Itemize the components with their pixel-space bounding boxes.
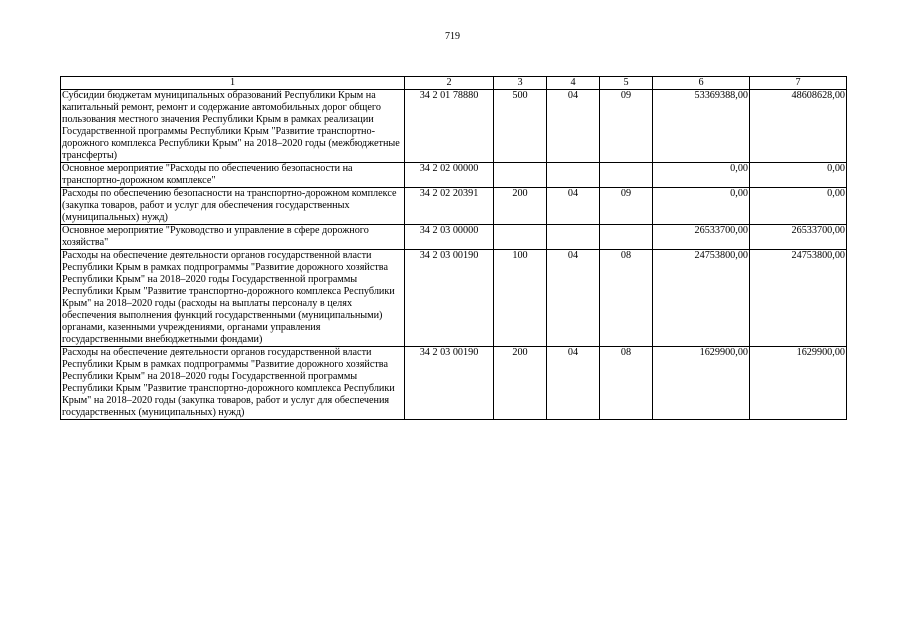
row-name: Субсидии бюджетам муниципальных образований Республики Крым на капитальный ремонт, ремонт и содержание автомобильных дорог общего пользования местного значения Республики Крым в рамках реализации Государственной программы Республики Крым "Развитие транспортно-дорожного комплекса Республики Крым" на 2018–2020 годы (межбюджетные трансферты): [61, 90, 405, 163]
table-row: [61, 225, 847, 250]
row-expense-type: [494, 225, 547, 250]
row-name: Основное мероприятие "Расходы по обеспечению безопасности на транспортно-дорожном комплексе": [61, 163, 405, 188]
row-sum-col7: 0,00: [750, 188, 847, 225]
row-sum-col7: 48608628,00: [750, 90, 847, 163]
table-row: [61, 347, 847, 420]
row-code: 34 2 03 00190: [405, 250, 494, 347]
row-name: Основное мероприятие "Руководство и управление в сфере дорожного хозяйства": [61, 225, 405, 250]
row-subsection: 08: [600, 347, 653, 420]
row-expense-type: 100: [494, 250, 547, 347]
row-sum-col7: 26533700,00: [750, 225, 847, 250]
row-name: Расходы на обеспечение деятельности органов государственной власти Республики Крым в рамках подпрограммы "Развитие дорожного хозяйства Республики Крым" на 2018–2020 годы Государственной программы Республики Крым "Развитие транспортно-дорожного комплекса Республики Крым" на 2018–2020 годы (закупка товаров, работ и услуг для обеспечения государственных (муниципальных) нужд): [61, 347, 405, 420]
row-sum-col7: 24753800,00: [750, 250, 847, 347]
row-section: 04: [547, 347, 600, 420]
row-section: 04: [547, 250, 600, 347]
row-code: 34 2 03 00190: [405, 347, 494, 420]
page-number: 719: [445, 31, 460, 42]
row-sum-col7: 1629900,00: [750, 347, 847, 420]
row-subsection: 09: [600, 90, 653, 163]
row-code: 34 2 02 00000: [405, 163, 494, 188]
header-row: [61, 77, 847, 90]
header-cell: 3: [494, 77, 547, 90]
row-sum-col6: 0,00: [653, 163, 750, 188]
row-section: 04: [547, 90, 600, 163]
row-name: Расходы на обеспечение деятельности органов государственной власти Республики Крым в рамках подпрограммы "Развитие дорожного хозяйства Республики Крым" на 2018–2020 годы Государственной программы Республики Крым "Развитие транспортно-дорожного комплекса Республики Крым" на 2018–2020 годы (расходы на выплаты персоналу в целях обеспечения выполнения функций государственными (муниципальными) органами, казенными учреждениями, органами управления государственными внебюджетными фондами): [61, 250, 405, 347]
row-subsection: 09: [600, 188, 653, 225]
row-name: Расходы по обеспечению безопасности на транспортно-дорожном комплексе (закупка товаров, работ и услуг для обеспечения государственных (муниципальных) нужд): [61, 188, 405, 225]
row-expense-type: 200: [494, 188, 547, 225]
table-row: [61, 90, 847, 163]
header-cell: 1: [61, 77, 405, 90]
header-cell: 6: [653, 77, 750, 90]
row-subsection: [600, 225, 653, 250]
table-row: [61, 250, 847, 347]
budget-table: [60, 76, 847, 420]
table-row: [61, 188, 847, 225]
row-sum-col6: 53369388,00: [653, 90, 750, 163]
row-code: 34 2 02 20391: [405, 188, 494, 225]
row-section: [547, 163, 600, 188]
table-row: [61, 163, 847, 188]
row-section: [547, 225, 600, 250]
header-cell: 4: [547, 77, 600, 90]
row-expense-type: 500: [494, 90, 547, 163]
row-sum-col6: 26533700,00: [653, 225, 750, 250]
header-cell: 5: [600, 77, 653, 90]
row-expense-type: 200: [494, 347, 547, 420]
header-cell: 2: [405, 77, 494, 90]
row-code: 34 2 01 78880: [405, 90, 494, 163]
row-sum-col6: 0,00: [653, 188, 750, 225]
row-expense-type: [494, 163, 547, 188]
row-sum-col7: 0,00: [750, 163, 847, 188]
row-subsection: [600, 163, 653, 188]
row-sum-col6: 1629900,00: [653, 347, 750, 420]
row-sum-col6: 24753800,00: [653, 250, 750, 347]
row-code: 34 2 03 00000: [405, 225, 494, 250]
row-section: 04: [547, 188, 600, 225]
header-cell: 7: [750, 77, 847, 90]
row-subsection: 08: [600, 250, 653, 347]
